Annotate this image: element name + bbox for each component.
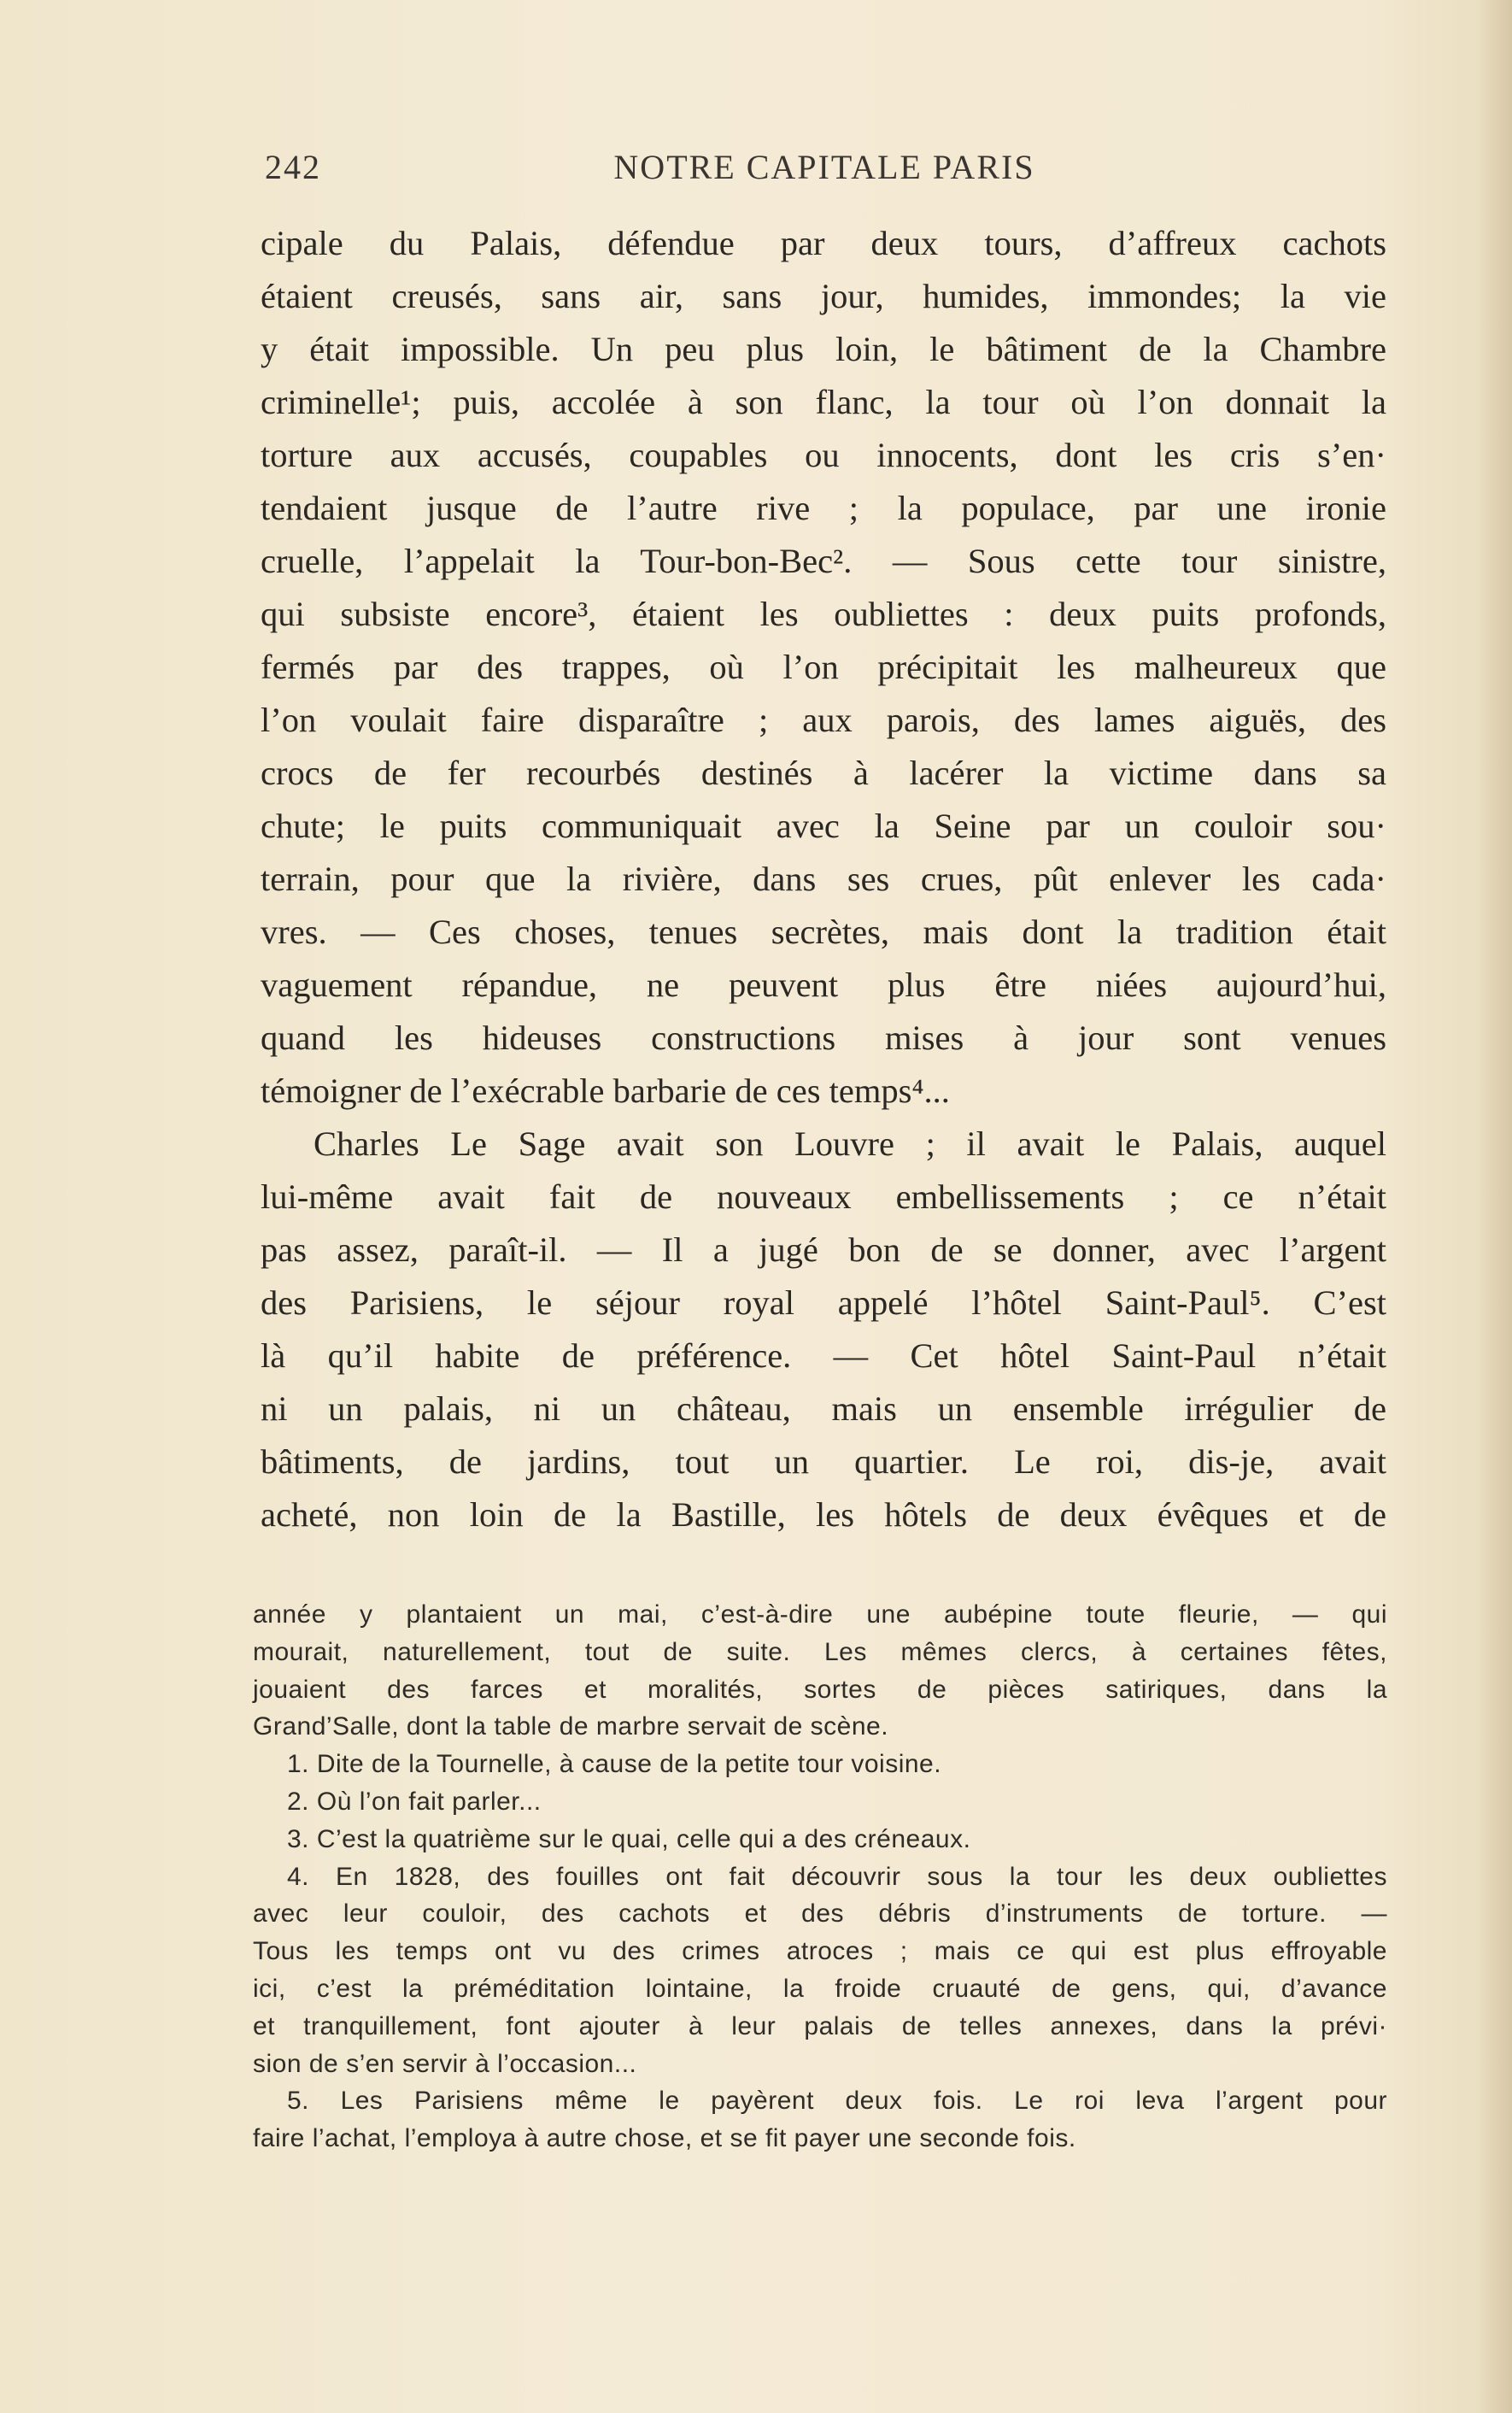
running-header [265,147,1384,195]
text-line: lui-même avait fait de nouveaux embellissements ; ce n’était [261,1177,1386,1216]
footnote-line: sion de s’en servir à l’occasion... [253,2049,637,2078]
text-line: là qu’il habite de préférence. — Cet hôtel Saint-Paul n’était [261,1336,1386,1375]
text-line: vres. — Ces choses, tenues secrètes, mais dont la tradition était [261,913,1386,951]
text-line: vaguement répandue, ne peuvent plus être niées aujourd’hui, [261,966,1386,1004]
footnote-line: 4. En 1828, des fouilles ont fait découvrir sous la tour les deux oubliettes [287,1862,1387,1891]
footnote-line: ici, c’est la préméditation lointaine, la froide cruauté de gens, qui, d’avance [253,1974,1387,2003]
text-line: chute; le puits communiquait avec la Seine par un couloir sou· [261,807,1386,845]
footnote-line: avec leur couloir, des cachots et des débris d’instruments de torture. — [253,1899,1387,1929]
page-edge-shadow [1478,0,1512,2413]
footnote-line: et tranquillement, font ajouter à leur palais de telles annexes, dans la prévi· [253,2011,1387,2040]
text-line: quand les hideuses constructions mises à jour sont venues [261,1019,1386,1057]
footnote-line: année y plantaient un mai, c’est-à-dire une aubépine toute fleurie, — qui [253,1600,1387,1629]
footnote-line: Tous les temps ont vu des crimes atroces ; mais ce qui est plus effroyable [253,1937,1387,1966]
text-line: des Parisiens, le séjour royal appelé l’hôtel Saint-Paul⁵. C’est [261,1283,1386,1322]
footnote-line: mourait, naturellement, tout de suite. Les mêmes clercs, à certaines fêtes, [253,1637,1387,1666]
text-line: cruelle, l’appelait la Tour-bon-Bec². — Sous cette tour sinistre, [261,542,1386,580]
text-line: Charles Le Sage avait son Louvre ; il avait le Palais, auquel [314,1124,1386,1163]
text-line: bâtiments, de jardins, tout un quartier. Le roi, dis-je, avait [261,1442,1386,1481]
text-line: pas assez, paraît-il. — Il a jugé bon de se donner, avec l’argent [261,1230,1386,1269]
text-line: criminelle¹; puis, accolée à son flanc, la tour où l’on donnait la [261,383,1386,421]
footnote-line: faire l’achat, l’employa à autre chose, et se fit payer une seconde fois. [253,2124,1076,2153]
text-line: tendaient jusque de l’autre rive ; la populace, par une ironie [261,489,1386,527]
main-text [261,217,1386,1541]
footnotes [253,1596,1387,2158]
text-line: cipale du Palais, défendue par deux tours, d’affreux cachots [261,224,1386,262]
text-line: témoigner de l’exécrable barbarie de ces temps⁴... [261,1071,950,1110]
text-line: étaient creusés, sans air, sans jour, humides, immondes; la vie [261,277,1386,315]
text-line: ni un palais, ni un château, mais un ensemble irrégulier de [261,1389,1386,1428]
text-line: crocs de fer recourbés destinés à lacérer la victime dans sa [261,754,1386,792]
footnote-line: Grand’Salle, dont la table de marbre servait de scène. [253,1712,889,1741]
footnote-line: 5. Les Parisiens même le payèrent deux fois. Le roi leva l’argent pour [287,2087,1387,2116]
running-title: NOTRE CAPITALE PARIS [613,148,1035,186]
text-line: torture aux accusés, coupables ou innocents, dont les cris s’en· [261,436,1386,474]
text-line: fermés par des trappes, où l’on précipitait les malheureux que [261,648,1386,686]
text-line: terrain, pour que la rivière, dans ses crues, pût enlever les cada· [261,860,1386,898]
text-line: acheté, non loin de la Bastille, les hôtels de deux évêques et de [261,1495,1386,1534]
footnote-line: jouaient des farces et moralités, sortes de pièces satiriques, dans la [253,1675,1387,1704]
page-number: 242 [265,148,321,186]
footnote-line: 3. C’est la quatrième sur le quai, celle qui a des créneaux. [287,1824,971,1853]
text-line: l’on voulait faire disparaître ; aux parois, des lames aiguës, des [261,701,1386,739]
footnote-line: 1. Dite de la Tournelle, à cause de la petite tour voisine. [287,1750,942,1779]
footnote-line: 2. Où l’on fait parler... [287,1787,542,1816]
text-line: y était impossible. Un peu plus loin, le bâtiment de la Chambre [261,330,1386,368]
text-line: qui subsiste encore³, étaient les oubliettes : deux puits profonds, [261,595,1386,633]
